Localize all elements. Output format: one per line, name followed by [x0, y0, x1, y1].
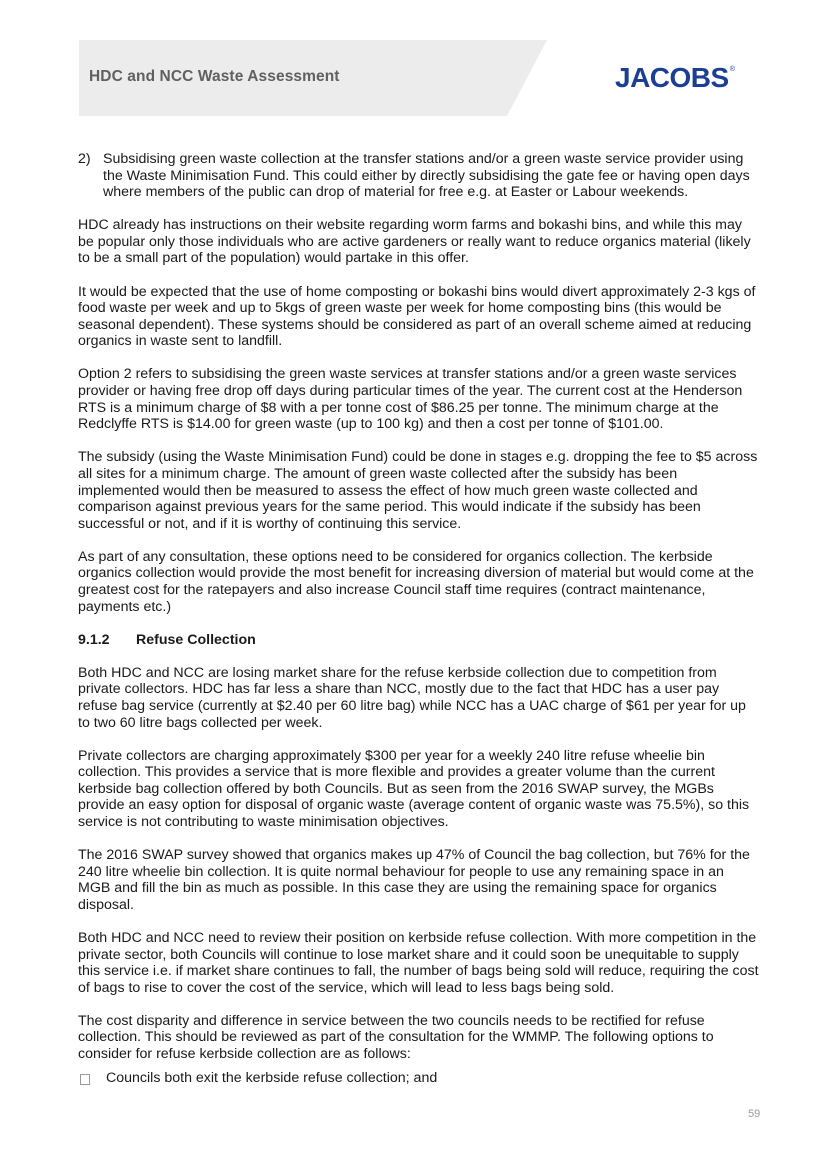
paragraph-review-position: Both HDC and NCC need to review their position on kerbside refuse collection. With more competition in the private sector, both Councils will continue to lose market share and it could soon be unequitable to supply this service i.e. if market share continues to fall, the number of bags being sold will reduce, requiring the cost of bags to rise to cover the cost of the service, which will lead to less bags being sold.	[78, 929, 759, 996]
bullet-text: Councils both exit the kerbside refuse collection; and	[106, 1069, 438, 1086]
paragraph-subsidy: The subsidy (using the Waste Minimisation Fund) could be done in stages e.g. dropping the fee to $5 across all sites for a minimum charge. The amount of green waste collected after the subsidy has been implemented would then be measured to assess the effect of how much green waste collected and comparison against previous years for the same period. This would indicate if the subsidy has been successful or not, and if it is worthy of continuing this service.	[78, 449, 758, 532]
jacobs-logo	[615, 62, 733, 94]
paragraph-swap-survey: The 2016 SWAP survey showed that organics makes up 47% of Council the bag collection, but 76% for the 240 litre wheelie bin collection. It is quite normal behaviour for people to use any remaining space in an MGB and fill the bin as much as possible. In this case they are using the remaining space for organics disposal.	[78, 847, 750, 913]
section-number: 9.1.2	[78, 631, 110, 648]
page-number: 59	[748, 1108, 761, 1120]
bullet-item	[78, 1070, 760, 1087]
section-heading	[78, 632, 760, 649]
paragraph-private-collectors: Private collectors are charging approximately $300 per year for a weekly 240 litre refuse wheelie bin collection. This provides a service that is more flexible and provides a greater volume than the current kerbside bag collection offered by both Councils. But as seen from the 2016 SWAP survey, the MGBs provide an easy option for disposal of organic waste (average content of organic waste was 75.5%), so this service is not contributing to waste minimisation objectives.	[78, 747, 750, 830]
numbered-item-2	[78, 151, 760, 201]
document-title: HDC and NCC Waste Assessment	[89, 68, 340, 85]
paragraph-cost-disparity: The cost disparity and difference in service between the two councils needs to be rectified for refuse collection. This should be reviewed as part of the consultation for the WMMP. The following options to consider for refuse kerbside collection are as follows:	[78, 1012, 714, 1063]
paragraph-option-2: Option 2 refers to subsidising the green waste services at transfer stations and/or a green waste services provider or having free drop off days during particular times of the year. The current cost at the Henderson RTS is a minimum charge of $8 with a per tonne cost of $86.25 per tonne. The minimum charge at the Redclyffe RTS is $14.00 for green waste (up to 100 kg) and then a cost per tonne of $101.00.	[78, 366, 743, 433]
paragraph-worm-farms: HDC already has instructions on their website regarding worm farms and bokashi bins, and while this may be popular only those individuals who are active gardeners or really want to reduce organics material (likely to be a small part of the population) would partake in this offer.	[78, 217, 751, 267]
logo-text: JACOBS	[615, 62, 729, 93]
paragraph-home-composting: It would be expected that the use of home composting or bokashi bins would divert approximately 2-3 kgs of food waste per week and up to 5kgs of green waste per week for home composting bins (this would be seasonal dependent). These systems should be considered as part of an overall scheme aimed at reducing organics in waste sent to landfill.	[78, 283, 756, 350]
registered-mark: ®	[729, 66, 735, 73]
item-number: 2)	[78, 151, 91, 167]
paragraph-market-share: Both HDC and NCC are losing market share for the refuse kerbside collection due to competition from private collectors. HDC has far less a share than NCC, mostly due to the fact that HDC has a user pay refuse bag service (currently at $2.40 per 60 litre bag) while NCC has a UAC charge of $61 per year for up to two 60 litre bags collected per week.	[78, 664, 746, 731]
item-text: Subsidising green waste collection at the transfer stations and/or a green waste service provider using the Waste Minimisation Fund. This could either by directly subsidising the gate fee or having open days where members of the public can drop of material for free e.g. at Easter or Labour weekends.	[103, 151, 750, 201]
paragraph-consultation: As part of any consultation, these options need to be considered for organics collection. The kerbside organics collection would provide the most benefit for increasing diversion of material but would come at the greatest cost for the ratepayers and also increase Council staff time requires (contract maintenance, payments etc.)	[78, 548, 754, 615]
section-title: Refuse Collection	[136, 631, 256, 648]
bullet-box-icon	[80, 1074, 90, 1085]
page-content	[78, 151, 760, 1086]
